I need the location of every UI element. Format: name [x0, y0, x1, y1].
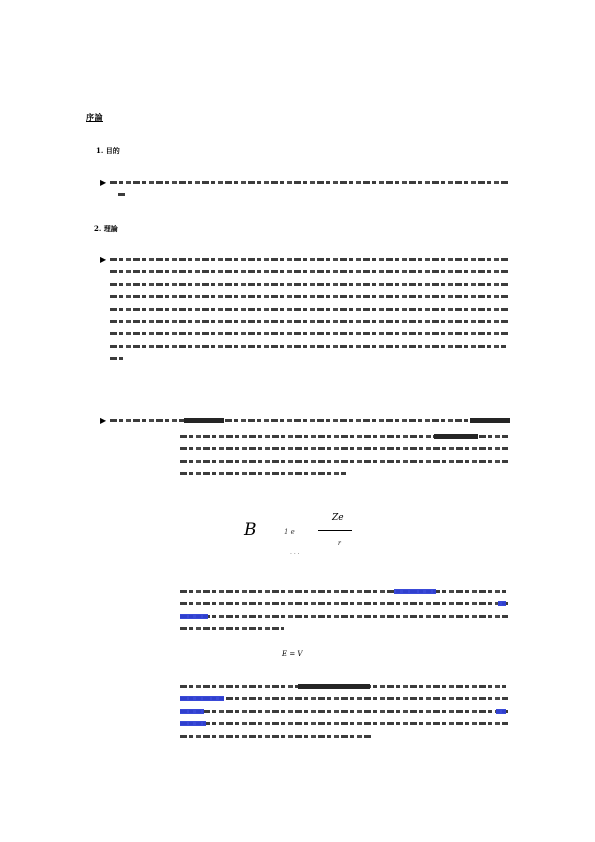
- text-line: [180, 710, 508, 713]
- bold-term: [184, 418, 224, 423]
- equation-2: E = V: [282, 650, 303, 658]
- highlighted-term: [180, 696, 224, 701]
- section-1-paragraph: [110, 181, 510, 206]
- section-2-paragraph-3: [180, 590, 510, 640]
- text-line: [180, 590, 506, 593]
- bold-term: [434, 434, 478, 439]
- section-2-paragraph-2: [110, 419, 512, 431]
- text-line: [180, 697, 508, 700]
- equation-1-dots: . . .: [290, 549, 300, 556]
- text-line: [118, 193, 126, 196]
- equation-1-denominator: r: [338, 540, 341, 547]
- page-title: 序論: [86, 112, 103, 122]
- section-2-paragraph-4: [180, 685, 510, 747]
- text-line: [110, 308, 510, 311]
- text-line: [180, 735, 372, 738]
- bold-term: [298, 684, 370, 689]
- section-2-heading: 2. 理論: [94, 224, 118, 233]
- text-line: [110, 320, 508, 323]
- text-line: [180, 627, 284, 630]
- text-line: [110, 283, 510, 286]
- text-line: [180, 435, 508, 438]
- equation-1-lhs: B: [244, 520, 257, 540]
- text-line: [110, 357, 124, 360]
- text-line: [110, 295, 509, 298]
- highlighted-term: [496, 709, 506, 714]
- equation-1-fraction-bar: [318, 530, 352, 531]
- text-line: [180, 685, 506, 688]
- text-line: [110, 258, 510, 261]
- highlighted-term: [180, 614, 208, 619]
- section-2-paragraph-1: [110, 258, 512, 370]
- text-line: [180, 447, 508, 450]
- text-line: [180, 722, 508, 725]
- highlighted-term: [498, 601, 506, 606]
- text-line: [110, 181, 508, 184]
- section-1-heading: 1. 目的: [96, 146, 120, 155]
- section-1-bullet: ▶: [100, 178, 107, 187]
- text-line: [180, 460, 508, 463]
- highlighted-term: [180, 709, 204, 714]
- text-line: [110, 345, 506, 348]
- text-line: [110, 419, 510, 422]
- section-2-bullet-1: ▶: [100, 255, 107, 264]
- bold-term: [470, 418, 510, 423]
- text-line: [180, 602, 508, 605]
- equation-1-numerator: Ze: [332, 513, 344, 523]
- text-line: [110, 270, 508, 273]
- text-line: [180, 472, 346, 475]
- text-line: [180, 615, 508, 618]
- section-2-paragraph-2-cont: [180, 435, 510, 485]
- highlighted-term: [180, 721, 206, 726]
- section-2-bullet-2: ▶: [100, 416, 107, 425]
- equation-1-mid: 1 e: [284, 528, 295, 536]
- text-line: [110, 332, 509, 335]
- highlighted-term: [394, 589, 436, 594]
